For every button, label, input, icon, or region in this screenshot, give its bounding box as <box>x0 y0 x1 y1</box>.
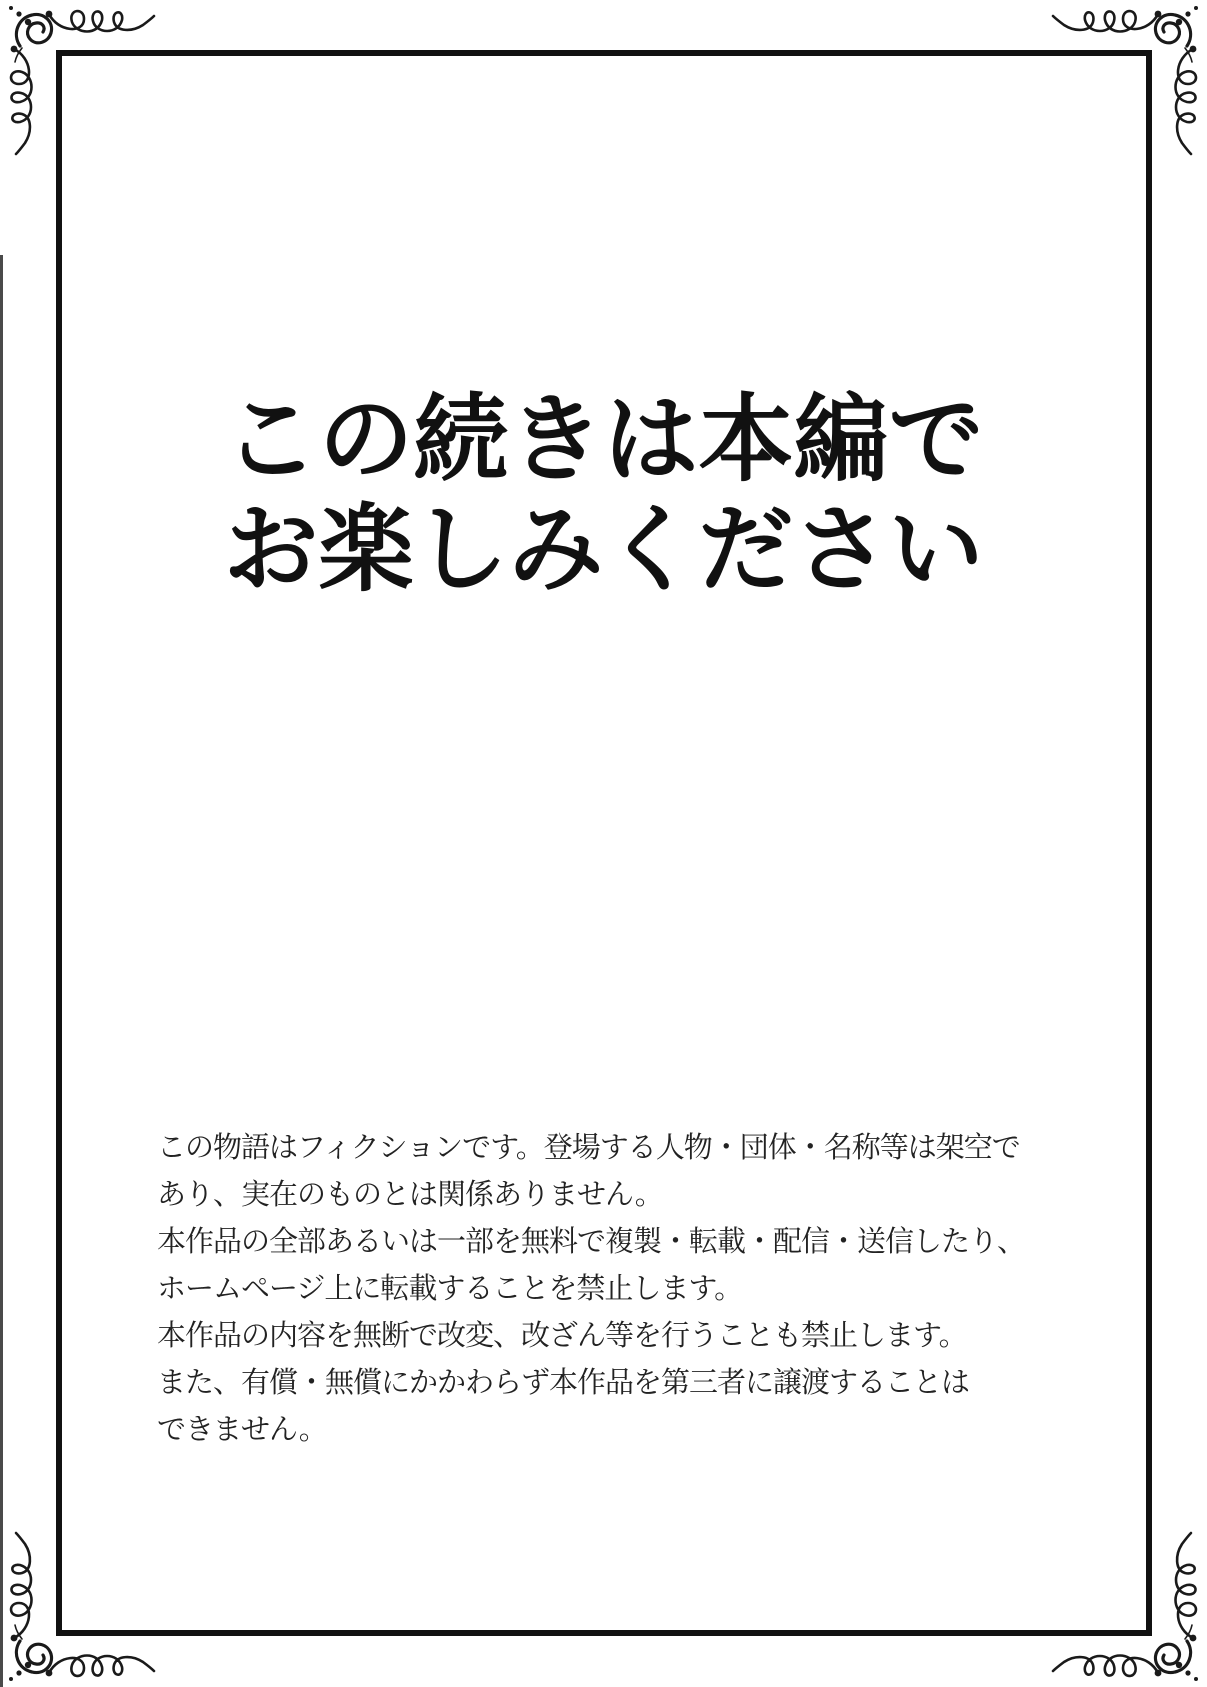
disclaimer-line: 本作品の内容を無断で改変、改ざん等を行うことも禁止します。 <box>157 1318 967 1352</box>
disclaimer-line: できません。 <box>157 1412 327 1446</box>
heading-line-1: この続きは本編で <box>223 385 984 495</box>
continuation-notice-heading <box>0 385 1207 605</box>
heading-line-2: お楽しみください <box>223 495 984 605</box>
corner-flourish-bottom-right-icon <box>1035 1515 1205 1685</box>
corner-flourish-bottom-left-icon <box>2 1515 172 1685</box>
disclaimer-line: あり、実在のものとは関係ありません。 <box>157 1177 663 1211</box>
disclaimer-line: また、有償・無償にかかわらず本作品を第三者に譲渡することは <box>157 1365 970 1399</box>
legal-disclaimer <box>157 1124 1037 1453</box>
corner-flourish-top-left-icon <box>2 2 172 172</box>
disclaimer-line: ホームページ上に転載することを禁止します。 <box>157 1271 743 1305</box>
corner-flourish-top-right-icon <box>1035 2 1205 172</box>
disclaimer-line: この物語はフィクションです。登場する人物・団体・名称等は架空で <box>157 1130 1020 1164</box>
disclaimer-line: 本作品の全部あるいは一部を無料で複製・転載・配信・送信したり、 <box>157 1224 1026 1258</box>
